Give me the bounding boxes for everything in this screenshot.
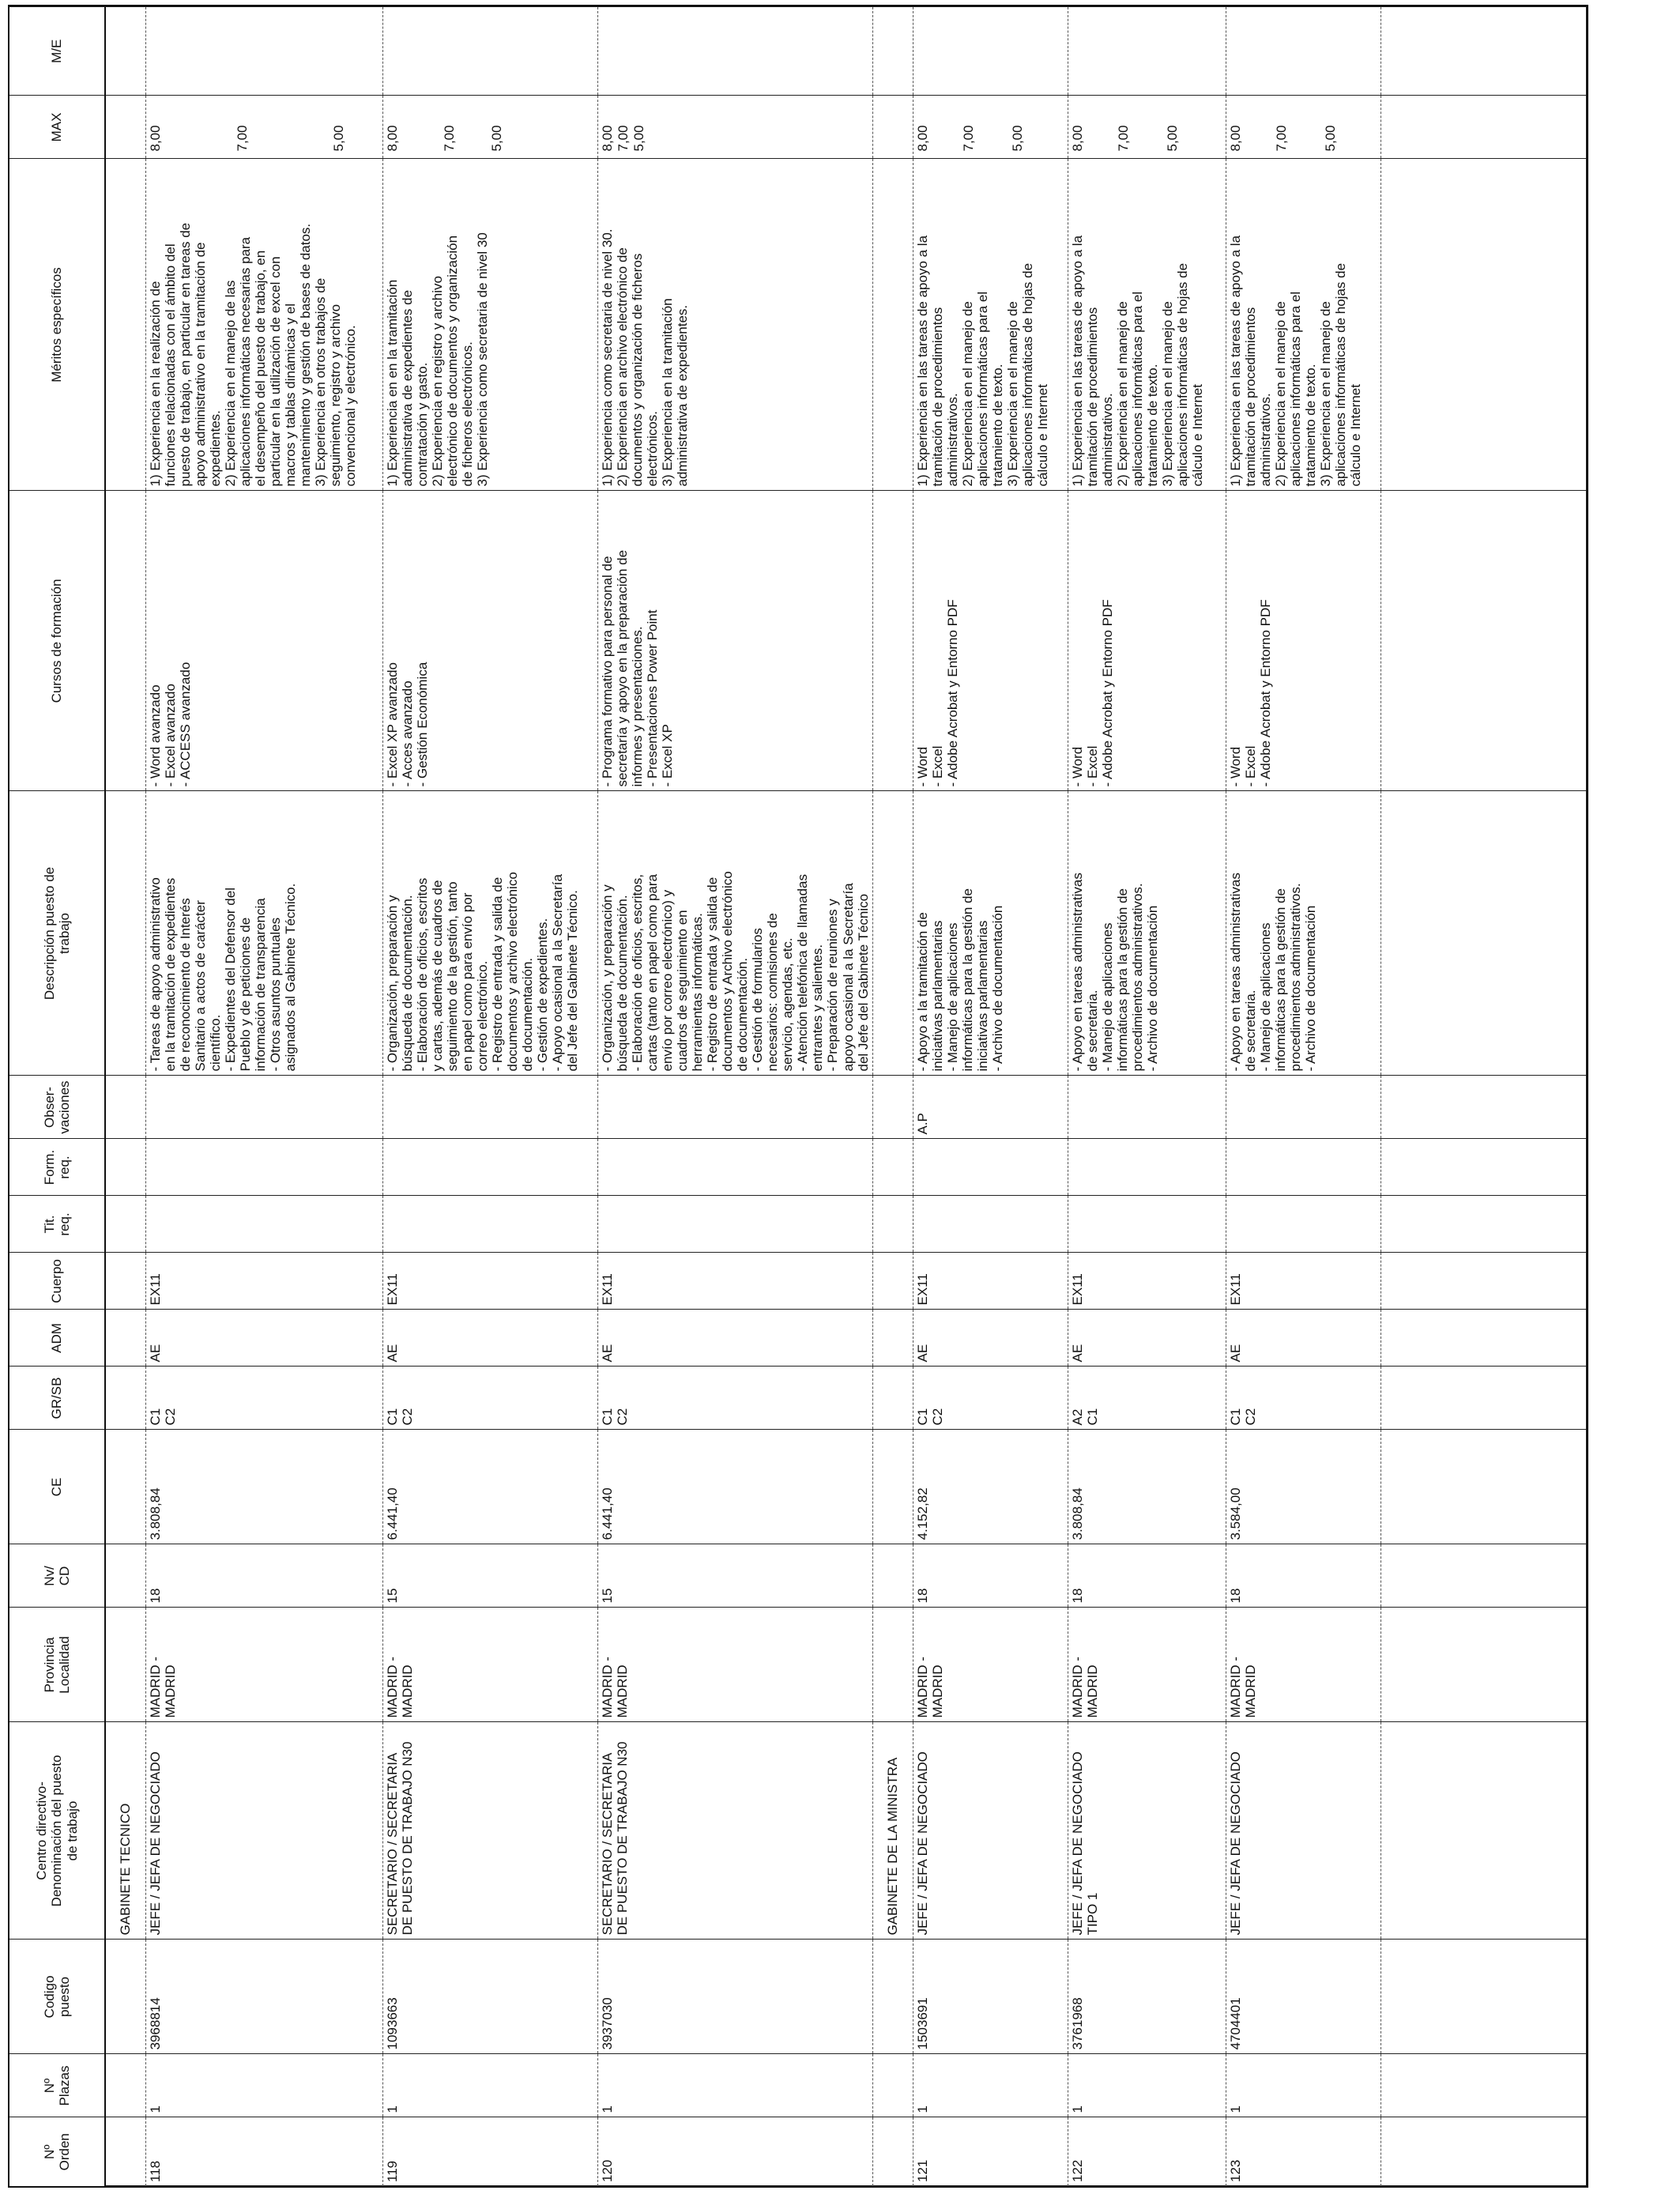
max-value: 8,00 xyxy=(600,125,615,152)
max-value: 5,00 xyxy=(1164,125,1180,152)
cell-codigo: 1503691 xyxy=(913,1940,1068,2054)
cell-nivel: 18 xyxy=(1068,1544,1226,1608)
cell-orden: 123 xyxy=(1226,2117,1381,2186)
max-value: 8,00 xyxy=(914,125,930,152)
max-value: 7,00 xyxy=(235,125,250,152)
cell-observaciones xyxy=(1226,1076,1381,1139)
cell-nivel: 15 xyxy=(383,1544,598,1608)
cell-formacion xyxy=(913,1139,1068,1196)
cell-orden: 118 xyxy=(146,2117,383,2186)
cell-codigo: 4704401 xyxy=(1226,1940,1381,2054)
cell-plazas: 1 xyxy=(1226,2054,1381,2117)
cell-titulacion xyxy=(913,1196,1068,1253)
cell-orden: 119 xyxy=(383,2117,598,2186)
cell-ce: 3.808,84 xyxy=(146,1430,383,1544)
cell-max xyxy=(383,96,598,159)
max-value: 8,00 xyxy=(1227,125,1243,152)
cell-me xyxy=(1068,7,1226,96)
cell-meritos: 1) Experiencia como secretaria de nivel 30. 2) Experiencia en archivo electrónico de documentos y organización de ficheros electrónicos. 3) Experiencia en la tramitación administrativa de expedientes. xyxy=(598,159,873,491)
header-descripcion: Descripción puesto de trabajo xyxy=(9,791,105,1076)
cell-cursos: - Excel XP avanzado - Acces avanzado - Gestión Económica xyxy=(383,491,598,791)
cell-adm: AE xyxy=(913,1310,1068,1367)
cell-plazas: 1 xyxy=(383,2054,598,2117)
cell-max xyxy=(598,96,873,159)
cell-provincia: MADRID - MADRID xyxy=(146,1608,383,1722)
cell-meritos: 1) Experiencia en la realización de funciones relacionadas con el ámbito del puesto de trabajo, en particular en tareas de apoyo administrativo en la tramitación de expedientes. 2) Experiencia en el manejo de las aplicaciones informáticas necesarias para el desempeño del puesto de trabajo, en particular en la utilización de excel con macros y tablas dinámicas y el mantenimiento y gestión de bases de datos. 3) Experiencia en otros trabajos de seguimiento, registro y archivo convencional y electrónico. xyxy=(146,159,383,491)
cell-centro: JEFE / JEFA DE NEGOCIADO TIPO 1 xyxy=(1068,1722,1226,1940)
cell-observaciones xyxy=(383,1076,598,1139)
cell-descripcion: - Apoyo en tareas administrativas de secretaria. - Manejo de aplicaciones informáticas para la gestión de procedimientos administrativos. - Archivo de documentación xyxy=(1226,791,1381,1076)
section-row xyxy=(105,7,146,2186)
cell-meritos: 1) Experiencia en las tareas de apoyo a la tramitación de procedimientos administrativos. 2) Experiencia en el manejo de aplicaciones informáticas para el tratamiento de texto. 3) Experiencia en el manejo de aplicaciones informáticas de hojas de cálculo e Internet xyxy=(913,159,1068,491)
cell-formacion xyxy=(1226,1139,1381,1196)
cell-adm: AE xyxy=(383,1310,598,1367)
cell-formacion xyxy=(598,1139,873,1196)
cell-me xyxy=(1226,7,1381,96)
cell-grupo: C1 C2 xyxy=(1226,1367,1381,1430)
section-title: GABINETE TECNICO xyxy=(105,1722,146,1940)
cell-grupo: C1 C2 xyxy=(598,1367,873,1430)
header-plazas: Nº Plazas xyxy=(9,2054,105,2117)
table-row-empty xyxy=(1381,7,1586,2186)
cell-descripcion: - Apoyo en tareas administrativas de secretaria. - Manejo de aplicaciones informáticas para la gestión de procedimientos administrativos. - Archivo de documentación xyxy=(1068,791,1226,1076)
header-grupo: GR/SB xyxy=(9,1367,105,1430)
cell-observaciones: A.P xyxy=(913,1076,1068,1139)
cell-plazas: 1 xyxy=(598,2054,873,2117)
cell-cuerpo: EX11 xyxy=(1226,1253,1381,1310)
max-value: 7,00 xyxy=(616,125,631,152)
cell-titulacion xyxy=(1226,1196,1381,1253)
cell-nivel: 18 xyxy=(1226,1544,1381,1608)
cell-formacion xyxy=(146,1139,383,1196)
cell-grupo: A2 C1 xyxy=(1068,1367,1226,1430)
cell-descripcion: - Apoyo a la tramitación de iniciativas parlamentarias - Manejo de aplicaciones informáticas para la gestión de iniciativas parlamentarias - Archivo de documentación xyxy=(913,791,1068,1076)
table-row xyxy=(146,7,383,2186)
cell-cursos: - Word - Excel - Adobe Acrobat y Entorno PDF xyxy=(1226,491,1381,791)
cell-max xyxy=(913,96,1068,159)
cell-max xyxy=(1068,96,1226,159)
header-formacion: Form. req. xyxy=(9,1139,105,1196)
max-value: 5,00 xyxy=(331,125,346,152)
cell-cuerpo: EX11 xyxy=(598,1253,873,1310)
cell-provincia: MADRID - MADRID xyxy=(383,1608,598,1722)
table-row xyxy=(383,7,598,2186)
header-nivel: Nv/ CD xyxy=(9,1544,105,1608)
table-row xyxy=(913,7,1068,2186)
cell-observaciones xyxy=(598,1076,873,1139)
max-value: 5,00 xyxy=(631,125,646,152)
max-value: 8,00 xyxy=(385,125,400,152)
max-value: 8,00 xyxy=(148,125,163,152)
cell-descripcion: - Tareas de apoyo administrativo en la tramitación de expedientes de reconocimiento de Interés Sanitario a actos de carácter científico. - Expedientes del Defensor del Pueblo y de peticiones de información de transparencia - Otros asuntos puntuales asignados al Gabinete Técnico. xyxy=(146,791,383,1076)
cell-codigo: 3761968 xyxy=(1068,1940,1226,2054)
cell-provincia: MADRID - MADRID xyxy=(913,1608,1068,1722)
cell-observaciones xyxy=(1068,1076,1226,1139)
cell-meritos: 1) Experiencia en las tareas de apoyo a la tramitación de procedimientos administrativos. 2) Experiencia en el manejo de aplicaciones informáticas para el tratamiento de texto. 3) Experiencia en el manejo de aplicaciones informáticas de hojas de cálculo e Internet xyxy=(1068,159,1226,491)
max-value: 8,00 xyxy=(1069,125,1085,152)
cell-cursos: - Word avanzado - Excel avanzado - ACCESS avanzado xyxy=(146,491,383,791)
cell-ce: 6.441,40 xyxy=(598,1430,873,1544)
cell-max xyxy=(1226,96,1381,159)
header-max: MAX xyxy=(9,96,105,159)
cell-orden: 120 xyxy=(598,2117,873,2186)
header-me: M/E xyxy=(9,7,105,96)
cell-cuerpo: EX11 xyxy=(1068,1253,1226,1310)
cell-ce: 3.584,00 xyxy=(1226,1430,1381,1544)
cell-adm: AE xyxy=(146,1310,383,1367)
cell-adm: AE xyxy=(1226,1310,1381,1367)
cell-meritos: 1) Experiencia en las tareas de apoyo a la tramitación de procedimientos administrativos. 2) Experiencia en el manejo de aplicaciones informáticas para el tratamiento de texto. 3) Experiencia en el manejo de aplicaciones informáticas de hojas de cálculo e Internet xyxy=(1226,159,1381,491)
cell-adm: AE xyxy=(598,1310,873,1367)
cell-centro: JEFE / JEFA DE NEGOCIADO xyxy=(1226,1722,1381,1940)
cell-orden: 121 xyxy=(913,2117,1068,2186)
header-orden: Nº Orden xyxy=(9,2117,105,2186)
cell-cuerpo: EX11 xyxy=(383,1253,598,1310)
cell-me xyxy=(598,7,873,96)
cell-observaciones xyxy=(146,1076,383,1139)
header-titulacion: Tit. req. xyxy=(9,1196,105,1253)
cell-cuerpo: EX11 xyxy=(913,1253,1068,1310)
cell-plazas: 1 xyxy=(1068,2054,1226,2117)
table-row xyxy=(1068,7,1226,2186)
cell-formacion xyxy=(1068,1139,1226,1196)
max-value: 7,00 xyxy=(1115,125,1131,152)
cell-orden: 122 xyxy=(1068,2117,1226,2186)
cell-centro: SECRETARIO / SECRETARIA DE PUESTO DE TRABAJO N30 xyxy=(383,1722,598,1940)
cell-titulacion xyxy=(598,1196,873,1253)
cell-grupo: C1 C2 xyxy=(383,1367,598,1430)
cell-grupo: C1 C2 xyxy=(146,1367,383,1430)
cell-plazas: 1 xyxy=(146,2054,383,2117)
section-title: GABINETE DE LA MINISTRA xyxy=(872,1722,913,1940)
cell-provincia: MADRID - MADRID xyxy=(1068,1608,1226,1722)
cell-plazas: 1 xyxy=(913,2054,1068,2117)
cell-provincia: MADRID - MADRID xyxy=(1226,1608,1381,1722)
cell-ce: 4.152,82 xyxy=(913,1430,1068,1544)
table-row xyxy=(1226,7,1381,2186)
cell-codigo: 1093663 xyxy=(383,1940,598,2054)
header-meritos: Méritos específicos xyxy=(9,159,105,491)
cell-titulacion xyxy=(1068,1196,1226,1253)
cell-formacion xyxy=(383,1139,598,1196)
cell-cursos: - Word - Excel - Adobe Acrobat y Entorno PDF xyxy=(1068,491,1226,791)
header-provincia: Provincia Localidad xyxy=(9,1608,105,1722)
cell-max xyxy=(146,96,383,159)
cell-centro: JEFE / JEFA DE NEGOCIADO xyxy=(913,1722,1068,1940)
cell-cuerpo: EX11 xyxy=(146,1253,383,1310)
max-value: 7,00 xyxy=(442,125,457,152)
cell-me xyxy=(913,7,1068,96)
header-centro: Centro directivo- Denominación del puesto de trabajo xyxy=(9,1722,105,1940)
cell-ce: 6.441,40 xyxy=(383,1430,598,1544)
cell-me xyxy=(146,7,383,96)
cell-cursos: - Programa formativo para personal de secretaría y apoyo en la preparación de informes y presentaciones. - Presentaciones Power Point - Excel XP xyxy=(598,491,873,791)
cell-nivel: 18 xyxy=(146,1544,383,1608)
cell-provincia: MADRID - MADRID xyxy=(598,1608,873,1722)
cell-centro: SECRETARIO / SECRETARIA DE PUESTO DE TRABAJO N30 xyxy=(598,1722,873,1940)
max-value: 7,00 xyxy=(960,125,976,152)
cell-titulacion xyxy=(383,1196,598,1253)
table-row xyxy=(598,7,873,2186)
max-value: 7,00 xyxy=(1273,125,1289,152)
section-row xyxy=(872,7,913,2186)
cell-centro: JEFE / JEFA DE NEGOCIADO xyxy=(146,1722,383,1940)
max-value: 5,00 xyxy=(489,125,504,152)
cell-nivel: 15 xyxy=(598,1544,873,1608)
cell-adm: AE xyxy=(1068,1310,1226,1367)
cell-codigo: 3937030 xyxy=(598,1940,873,2054)
positions-table xyxy=(9,7,1586,2186)
header-ce: CE xyxy=(9,1430,105,1544)
header-observaciones: Obser- vaciones xyxy=(9,1076,105,1139)
header-codigo: Codigo puesto xyxy=(9,1940,105,2054)
cell-descripcion: - Organización, y preparación y búsqueda de documentación. - Elaboración de oficios, escritos, cartas (tanto en papel como para envío por correo electrónico) y cuadros de seguimiento en herramientas informáticas. - Registro de entrada y salida de documentos y Archivo electrónico de documentación. - Gestión de formularios necesarios: comisiones de servicio, agendas, etc. - Atención telefónica de llamadas entrantes y salientes. - Preparación de reuniones y apoyo ocasional a la Secretaría del Jefe del Gabinete Técnico xyxy=(598,791,873,1076)
cell-cursos: - Word - Excel - Adobe Acrobat y Entorno PDF xyxy=(913,491,1068,791)
cell-grupo: C1 C2 xyxy=(913,1367,1068,1430)
max-value: 5,00 xyxy=(1322,125,1338,152)
cell-me xyxy=(383,7,598,96)
cell-codigo: 3968814 xyxy=(146,1940,383,2054)
cell-descripcion: - Organización, preparación y búsqueda de documentación. - Elaboración de oficios, escritos y cartas, además de cuadros de seguimiento de la gestión, tanto en papel como para envío por correo electrónico. - Registro de entrada y salida de documentos y archivo electrónico de documentación. - Gestión de expedientes. - Apoyo ocasional a la Secretaría del Jefe del Gabinete Técnico. xyxy=(383,791,598,1076)
header-adm: ADM xyxy=(9,1310,105,1367)
header-row xyxy=(9,7,105,2186)
header-cuerpo: Cuerpo xyxy=(9,1253,105,1310)
max-value: 5,00 xyxy=(1009,125,1025,152)
cell-meritos: 1) Experiencia en en la tramitación administrativa de expedientes de contratación y gasto. 2) Experiencia en registro y archivo electrónico de documentos y organización de ficheros electrónicos. 3) Experiencia como secretaria de nivel 30 xyxy=(383,159,598,491)
cell-ce: 3.808,84 xyxy=(1068,1430,1226,1544)
header-cursos: Cursos de formación xyxy=(9,491,105,791)
cell-nivel: 18 xyxy=(913,1544,1068,1608)
cell-titulacion xyxy=(146,1196,383,1253)
